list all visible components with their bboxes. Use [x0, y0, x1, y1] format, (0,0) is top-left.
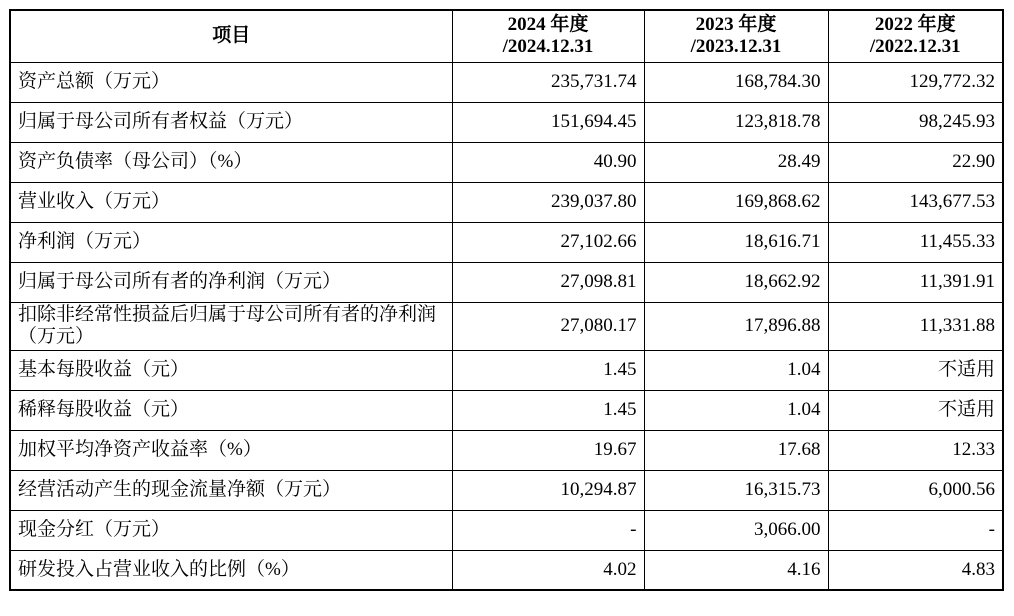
header-col-2024: [452, 10, 644, 62]
cell-2022: 11,331.88: [828, 302, 1003, 350]
table-row: [10, 510, 1003, 550]
cell-2024: 151,694.45: [452, 102, 644, 142]
header-col-2023-date: /2023.12.31: [690, 36, 782, 58]
cell-2024: 4.02: [452, 550, 644, 590]
row-label: 归属于母公司所有者权益（万元）: [10, 102, 452, 142]
header-col-2022-year: 2022 年度: [874, 14, 956, 36]
table-row: [10, 222, 1003, 262]
table-row: [10, 302, 1003, 350]
header-item: 项目: [10, 10, 452, 62]
table-row: [10, 390, 1003, 430]
row-label: 加权平均净资产收益率（%）: [10, 430, 452, 470]
cell-2022: 6,000.56: [828, 470, 1003, 510]
header-col-2022: [828, 10, 1003, 62]
table-row: [10, 102, 1003, 142]
cell-2024: 27,098.81: [452, 262, 644, 302]
cell-2024: 235,731.74: [452, 62, 644, 102]
cell-2022: 11,455.33: [828, 222, 1003, 262]
row-label: 净利润（万元）: [10, 222, 452, 262]
cell-2023: 17,896.88: [644, 302, 828, 350]
cell-2023: 1.04: [644, 390, 828, 430]
row-label: 经营活动产生的现金流量净额（万元）: [10, 470, 452, 510]
cell-2024: -: [452, 510, 644, 550]
row-label: 研发投入占营业收入的比例（%）: [10, 550, 452, 590]
cell-2024: 1.45: [452, 390, 644, 430]
table-row: [10, 62, 1003, 102]
cell-2024: 19.67: [452, 430, 644, 470]
header-row: [10, 10, 1003, 62]
cell-2022: 143,677.53: [828, 182, 1003, 222]
cell-2024: 27,102.66: [452, 222, 644, 262]
cell-2023: 123,818.78: [644, 102, 828, 142]
cell-2024: 10,294.87: [452, 470, 644, 510]
cell-2023: 3,066.00: [644, 510, 828, 550]
cell-2023: 1.04: [644, 350, 828, 390]
cell-2022: 22.90: [828, 142, 1003, 182]
table-row: [10, 142, 1003, 182]
header-col-2022-date: /2022.12.31: [869, 36, 961, 58]
cell-2024: 1.45: [452, 350, 644, 390]
cell-2023: 18,662.92: [644, 262, 828, 302]
row-label: 资产负债率（母公司）（%）: [10, 142, 452, 182]
table-row: [10, 182, 1003, 222]
row-label: 现金分红（万元）: [10, 510, 452, 550]
header-col-2024-year: 2024 年度: [507, 14, 589, 36]
row-label: 营业收入（万元）: [10, 182, 452, 222]
table-row: [10, 550, 1003, 590]
cell-2024: 27,080.17: [452, 302, 644, 350]
cell-2022: 4.83: [828, 550, 1003, 590]
header-col-2024-date: /2024.12.31: [502, 36, 594, 58]
table-row: [10, 470, 1003, 510]
cell-2023: 18,616.71: [644, 222, 828, 262]
cell-2023: 16,315.73: [644, 470, 828, 510]
cell-2023: 17.68: [644, 430, 828, 470]
cell-2022: 98,245.93: [828, 102, 1003, 142]
row-label: 基本每股收益（元）: [10, 350, 452, 390]
table-row: [10, 262, 1003, 302]
table-row: [10, 430, 1003, 470]
financial-indicators-table: [9, 9, 1004, 591]
cell-2022: 不适用: [828, 350, 1003, 390]
header-col-2023-year: 2023 年度: [695, 14, 777, 36]
row-label: 归属于母公司所有者的净利润（万元）: [10, 262, 452, 302]
cell-2023: 169,868.62: [644, 182, 828, 222]
table-row: [10, 350, 1003, 390]
cell-2022: -: [828, 510, 1003, 550]
cell-2022: 129,772.32: [828, 62, 1003, 102]
row-label: 稀释每股收益（元）: [10, 390, 452, 430]
header-col-2023: [644, 10, 828, 62]
cell-2023: 28.49: [644, 142, 828, 182]
cell-2022: 11,391.91: [828, 262, 1003, 302]
cell-2022: 不适用: [828, 390, 1003, 430]
row-label: 资产总额（万元）: [10, 62, 452, 102]
row-label: 扣除非经常性损益后归属于母公司所有者的净利润（万元）: [10, 302, 452, 350]
cell-2023: 168,784.30: [644, 62, 828, 102]
cell-2024: 40.90: [452, 142, 644, 182]
cell-2024: 239,037.80: [452, 182, 644, 222]
cell-2023: 4.16: [644, 550, 828, 590]
cell-2022: 12.33: [828, 430, 1003, 470]
